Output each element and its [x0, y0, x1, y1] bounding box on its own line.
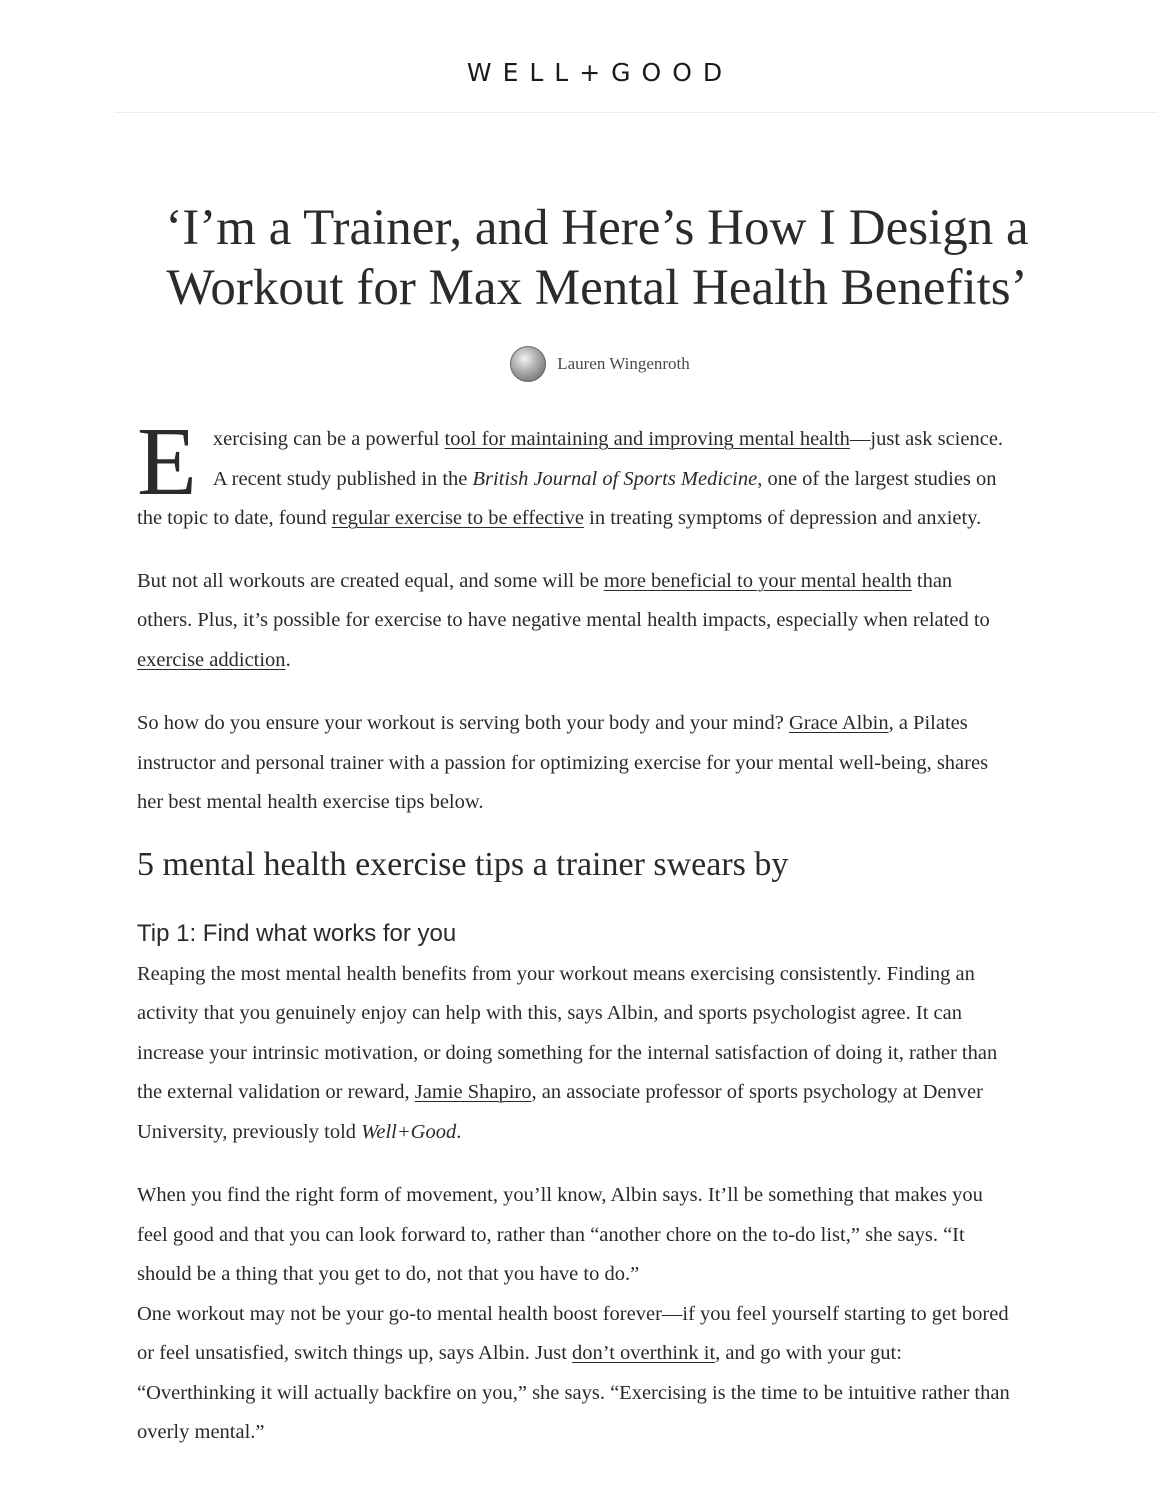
paragraph-switch-up	[137, 1295, 1011, 1453]
byline	[0, 346, 1158, 382]
text-segment: But not all workouts are created equal, and some will be	[137, 569, 604, 592]
article-title: ‘I’m a Trainer, and Here’s How I Design a Workout for Max Mental Health Benefits’	[165, 200, 1029, 316]
tip-heading: Tip 1: Find what works for you	[137, 919, 457, 947]
text-segment: .	[285, 648, 291, 671]
author-avatar[interactable]	[510, 346, 546, 382]
section-heading: 5 mental health exercise tips a trainer swears by	[137, 845, 789, 883]
paragraph-workouts	[137, 562, 1011, 681]
article-body	[137, 408, 1011, 1453]
text-segment: , a Pilates instructor and personal trainer with a passion for optimizing exercise for your mental well-being, shares her best mental health exercise tips below.	[137, 712, 989, 813]
text-segment: , an associate professor of sports psychology at Denver University, previously told	[137, 1081, 983, 1143]
link-exercise-addiction[interactable]: exercise addiction	[137, 648, 286, 671]
link-mental-health-tool[interactable]: tool for maintaining and improving mental health	[444, 428, 850, 450]
text-segment: in treating symptoms of depression and anxiety.	[584, 507, 982, 529]
paragraph-intro	[137, 408, 1011, 539]
text-segment: than others. Plus, it’s possible for exercise to have negative mental health impacts, especially when related to	[137, 569, 990, 631]
link-regular-exercise[interactable]: regular exercise to be effective	[331, 507, 585, 529]
paragraph-consistency	[137, 955, 1011, 1153]
text-segment: So how do you ensure your workout is serving both your body and your mind?	[137, 712, 789, 734]
site-logo[interactable]: WELL+GOOD	[466, 58, 734, 87]
paragraph-right-movement	[137, 1176, 1011, 1295]
link-jamie-shapiro[interactable]: Jamie Shapiro	[414, 1081, 532, 1103]
text-segment: —just ask science. A recent study published in the	[212, 428, 1004, 490]
publication-name: Well+Good	[361, 1120, 457, 1143]
drop-cap: E	[137, 408, 197, 516]
text-segment: Reaping the most mental health benefits from your workout means exercising consistently. Finding an activity that you genuinely enjoy can help with this, says Albin, and sports psychologist agree. It can increase your intrinsic motivation, or doing something for the internal satisfaction of doing it, rather than the external validation or reward,	[137, 962, 998, 1103]
link-grace-albin[interactable]: Grace Albin	[788, 712, 889, 734]
header-divider	[114, 112, 1158, 113]
author-name[interactable]: Lauren Wingenroth	[557, 354, 690, 373]
text-segment: When you find the right form of movement, you’ll know, Albin says. It’ll be something that makes you feel good and that you can look forward to, rather than “another chore on the to-do list,” she says. “It should be a thing that you get to do, not that you have to do.”	[137, 1184, 983, 1285]
link-dont-overthink[interactable]: don’t overthink it	[572, 1342, 716, 1364]
link-more-beneficial[interactable]: more beneficial to your mental health	[603, 569, 912, 592]
text-segment: , and go with your gut: “Overthinking it will actually backfire on you,” she says. “Exercising is the time to be intuitive rather than overly mental.”	[137, 1342, 1010, 1443]
text-segment: One workout may not be your go-to mental health boost forever—if you feel yourself starting to get bored or feel unsatisfied, switch things up, says Albin. Just	[137, 1302, 1009, 1364]
text-segment: , one of the largest studies on the topic to date, found	[137, 467, 997, 529]
text-segment: .	[456, 1120, 462, 1143]
paragraph-body-mind	[137, 704, 1011, 823]
site-header	[0, 0, 1158, 114]
text-segment: xercising can be a powerful	[212, 428, 445, 450]
journal-name: British Journal of Sports Medicine	[472, 467, 758, 490]
